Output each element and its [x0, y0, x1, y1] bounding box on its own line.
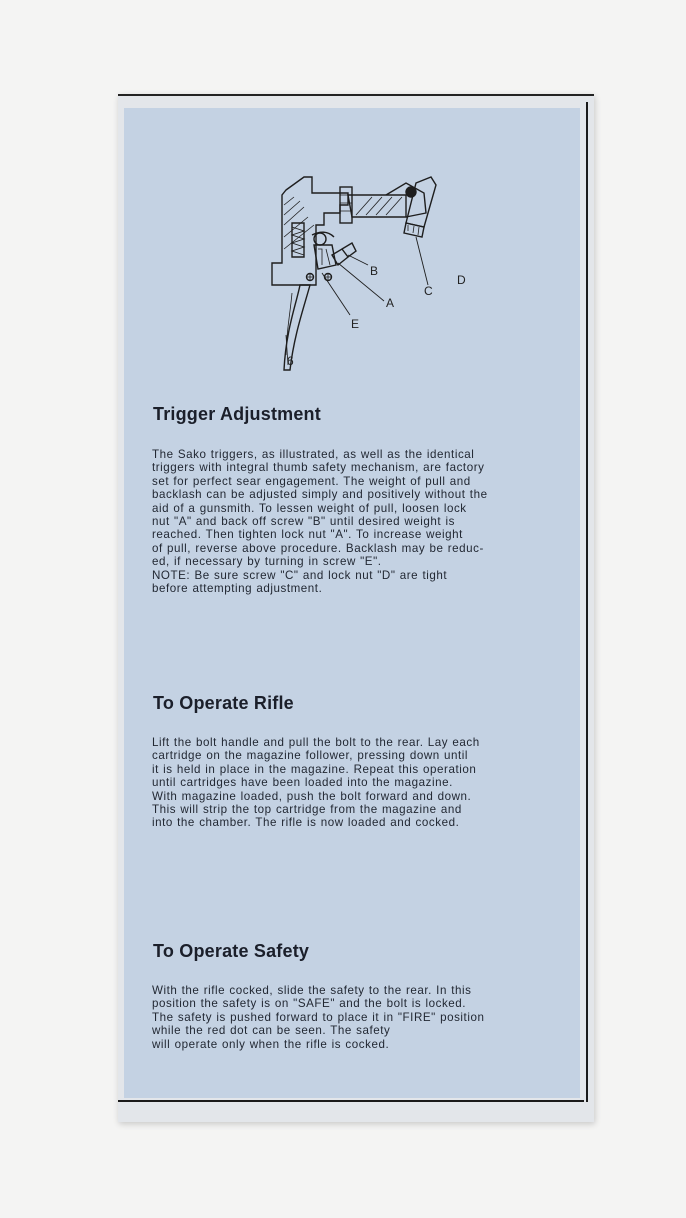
- page-border-bottom: [118, 1100, 584, 1102]
- text-line: it is held in place in the magazine. Repeat this operation: [152, 762, 477, 776]
- text-line: while the red dot can be seen. The safety: [152, 1024, 391, 1038]
- label-b: B: [370, 264, 379, 278]
- text-line: will operate only when the rifle is cocked.: [152, 1037, 390, 1051]
- text-line: reached. Then tighten lock nut "A". To increase weight: [152, 528, 463, 542]
- text-line: NOTE: Be sure screw "C" and lock nut "D" are tight: [152, 568, 448, 582]
- page-border-right: [586, 102, 588, 1102]
- text-line: With the rifle cocked, slide the safety to the rear. In this: [152, 984, 472, 997]
- text-line: ed, if necessary by turning in screw "E".: [152, 555, 382, 569]
- text-line: into the chamber. The rifle is now loaded and cocked.: [152, 816, 460, 830]
- text-line: This will strip the top cartridge from the magazine and: [152, 803, 462, 817]
- operate-safety-heading: To Operate Safety: [153, 941, 310, 961]
- text-line: triggers with integral thumb safety mechanism, are factory: [152, 461, 485, 475]
- text-line: of pull, reverse above procedure. Backlash may be reduc-: [152, 541, 484, 555]
- label-c: C: [424, 284, 433, 298]
- text-line: nut "A" and back off screw "B" until desired weight is: [152, 515, 455, 529]
- operate-rifle-text: [152, 736, 538, 830]
- text-line: before attempting adjustment.: [152, 582, 323, 596]
- label-a: A: [386, 296, 395, 310]
- text-line: The safety is pushed forward to place it in "FIRE" position: [152, 1010, 485, 1024]
- operate-safety-text: [152, 984, 538, 1051]
- text-line: until cartridges have been loaded into the magazine.: [152, 776, 453, 790]
- text-line: Lift the bolt handle and pull the bolt to the rear. Lay each: [152, 736, 480, 749]
- trigger-mechanism-diagram: [256, 165, 496, 380]
- text-line: cartridge on the magazine follower, pressing down until: [152, 749, 469, 763]
- text-line: With magazine loaded, push the bolt forward and down.: [152, 789, 472, 803]
- text-line: backlash can be adjusted simply and positively without the: [152, 488, 488, 502]
- text-line: aid of a gunsmith. To lessen weight of pull, loosen lock: [152, 501, 467, 515]
- text-line: The Sako triggers, as illustrated, as well as the identical: [152, 448, 475, 461]
- operate-rifle-heading: To Operate Rifle: [153, 693, 294, 713]
- text-line: set for perfect sear engagement. The weight of pull and: [152, 474, 471, 488]
- label-d: D: [457, 273, 466, 287]
- label-e: E: [351, 317, 360, 331]
- trigger-adjustment-heading: Trigger Adjustment: [153, 404, 321, 424]
- trigger-adjustment-text: [152, 448, 538, 595]
- label-6: 6: [287, 354, 294, 368]
- text-line: position the safety is on "SAFE" and the bolt is locked.: [152, 997, 467, 1011]
